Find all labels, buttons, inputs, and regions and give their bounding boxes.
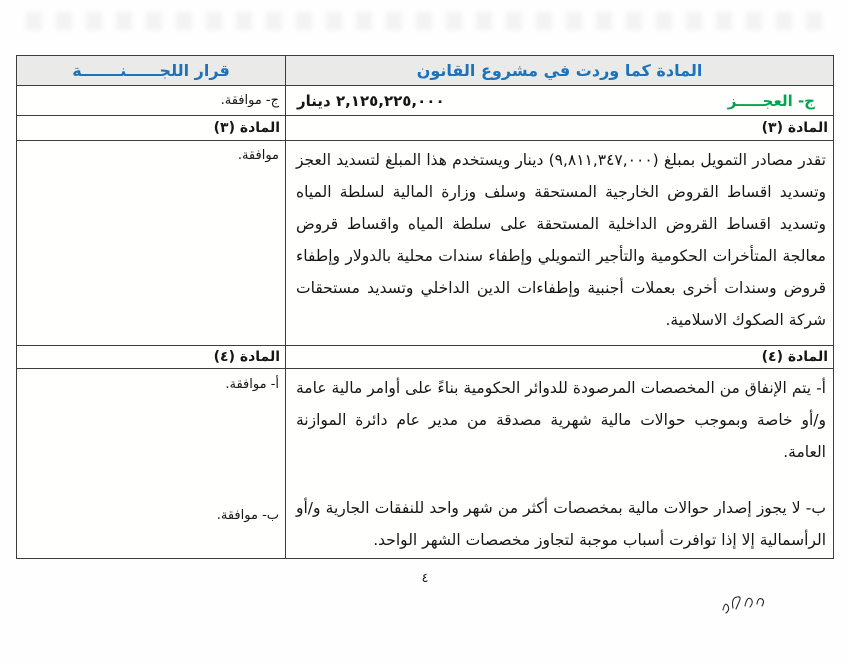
deficit-label: ج- العجـــــز <box>727 91 815 110</box>
scan-bleedthrough-artifact <box>26 12 826 30</box>
deficit-decision-cell: ج- موافقة. <box>17 86 285 116</box>
handwritten-signature <box>718 591 770 617</box>
article4-decision-title: المادة (٤) <box>17 346 285 369</box>
article4-title: المادة (٤) <box>285 346 833 369</box>
article3-title: المادة (٣) <box>285 116 833 141</box>
article4-clause-a: أ- يتم الإنفاق من المخصصات المرصودة للدوائر الحكومية بناءً على أوامر مالية عامة و/أو خاصة وبموجب حوالات مالية شهرية مصدقة من مدير عام دائرة الموازنة العامة. <box>296 379 826 461</box>
article4-decisions-cell <box>17 369 285 558</box>
page-number: ٤ <box>421 571 429 586</box>
article3-decision-title: المادة (٣) <box>17 116 285 141</box>
article4-clause-b-decision: ب- موافقة. <box>216 508 279 523</box>
deficit-article-cell <box>285 86 833 116</box>
article4-clause-b: ب- لا يجوز إصدار حوالات مالية بمخصصات أكثر من شهر واحد للنفقات الجارية و/أو الرأسمالية إلا إذا توافرت أسباب موجبة لتجاوز مخصصات الشهر الواحد. <box>296 499 826 549</box>
law-comparison-table <box>16 55 834 559</box>
article4-clause-a-decision: أ- موافقة. <box>225 377 279 392</box>
article3-body: تقدر مصادر التمويل بمبلغ (٩,٨١١,٣٤٧,٠٠٠) دينار ويستخدم هذا المبلغ لتسديد العجز وتسديد اقساط القروض الخارجية المستحقة وسلف وزارة المالية لسلطة المياه وتسديد اقساط القروض الداخلية المستحقة على سلطة المياه واقساط قروض معالجة المتأخرات الحكومية والتأجير التمويلي وإطفاء سندات محلية بالدولار وإطفاء قروض وسندات أخرى بعملات أجنبية وإطفاءات الدين الداخلي وتسديد مستحقات شركة الصكوك الاسلامية. <box>285 141 833 346</box>
header-article-column: المادة كما وردت في مشروع القانون <box>285 56 833 86</box>
article3-decision: موافقة. <box>17 141 285 346</box>
deficit-amount: ٢,١٢٥,٢٢٥,٠٠٠ دينار <box>297 91 445 110</box>
article4-clauses-cell <box>285 369 833 558</box>
header-decision-column: قرار اللجــــــنـــــــة <box>17 56 285 86</box>
